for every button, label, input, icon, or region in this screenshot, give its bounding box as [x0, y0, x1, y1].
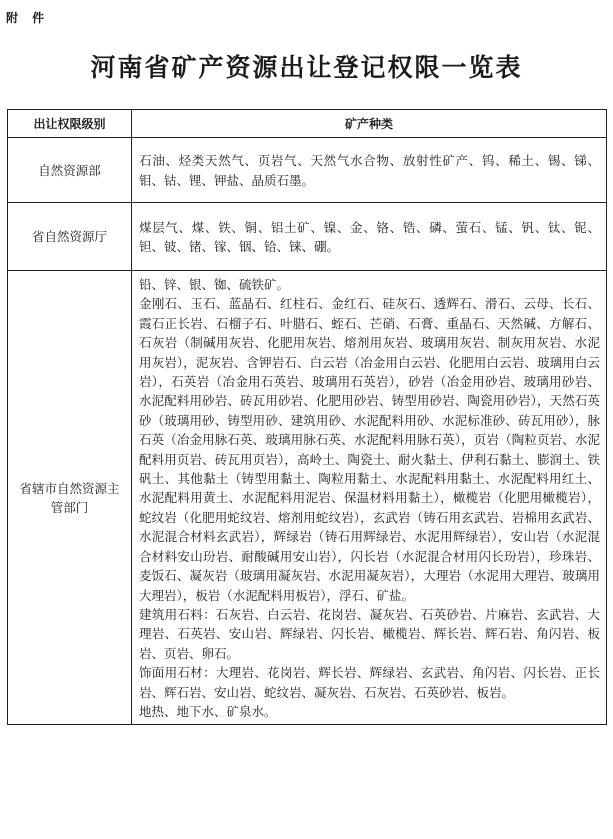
header-mineral-types: 矿产种类	[132, 110, 607, 138]
authority-level-cell: 自然资源部	[8, 138, 132, 203]
table-header-row	[8, 110, 607, 138]
header-authority-level: 出让权限级别	[8, 110, 132, 138]
table-row	[8, 271, 607, 725]
mineral-paragraph: 地热、地下水、矿泉水。	[139, 703, 277, 719]
mineral-paragraph: 煤层气、煤、铁、铜、铝土矿、镍、金、铬、锆、磷、萤石、锰、钒、钛、铌、钽、铍、锗、镓、铟、铪、铼、硼。	[139, 219, 600, 254]
document-title: 河南省矿产资源出让登记权限一览表	[90, 53, 523, 82]
mineral-paragraph: 建筑用石料：石灰岩、白云岩、花岗岩、凝灰岩、石英砂岩、片麻岩、玄武岩、大理岩、石英岩、安山岩、辉绿岩、闪长岩、橄榄岩、辉长岩、辉石岩、角闪岩、板岩、页岩、卵石。	[139, 606, 600, 661]
mineral-paragraph: 石油、烃类天然气、页岩气、天然气水合物、放射性矿产、钨、稀土、锡、锑、钼、钴、锂、钾盐、晶质石墨。	[139, 153, 600, 188]
table-row	[8, 138, 607, 203]
mineral-paragraph: 铅、锌、银、铷、硫铁矿。	[139, 277, 290, 292]
mineral-types-cell	[132, 271, 607, 725]
table-row	[8, 203, 607, 271]
authority-level-cell: 省自然资源厅	[8, 203, 132, 271]
mineral-types-cell	[132, 138, 607, 203]
attachment-label: 附 件	[6, 11, 50, 25]
mineral-types-cell	[132, 203, 607, 271]
authority-level-cell: 省辖市自然资源主管部门	[8, 271, 132, 725]
mineral-paragraph: 金刚石、玉石、蓝晶石、红柱石、金红石、硅灰石、透辉石、滑石、云母、长石、霞石正长岩、石榴子石、叶腊石、蛭石、芒硝、石膏、重晶石、天然碱、方解石、石灰岩（制碱用灰岩、化肥用灰岩、熔剂用灰岩、玻璃用灰岩、制灰用灰岩、水泥用灰岩），泥灰岩、含钾岩石、白云岩（冶金用白云岩、化肥用白云岩、玻璃用白云岩），石英岩（冶金用石英岩、玻璃用石英岩），砂岩（冶金用砂岩、玻璃用砂岩、水泥配料用砂岩、砖瓦用砂岩、化肥用砂岩、铸型用砂岩、陶瓷用砂岩），天然石英砂（玻璃用砂、铸型用砂、建筑用砂、水泥配料用砂、水泥标准砂、砖瓦用砂），脉石英（冶金用脉石英、玻璃用脉石英、水泥配料用脉石英），页岩（陶粒页岩、水泥配料用页岩、砖瓦用页岩），高岭土、陶瓷土、耐火黏土、伊利石黏土、膨润土、铁矾土、其他黏土（铸型用黏土、陶粒用黏土、水泥配料用黏土、水泥配料用红土、水泥配料用黄土、水泥配料用泥岩、保温材料用黏土），橄榄岩（化肥用橄榄岩），蛇纹岩（化肥用蛇纹岩、熔剂用蛇纹岩），玄武岩（铸石用玄武岩、岩棉用玄武岩、水泥混合材料玄武岩），辉绿岩（铸石用辉绿岩、水泥用辉绿岩），安山岩（水泥混合材料安山玢岩、耐酸碱用安山岩），闪长岩（水泥混合材用闪长玢岩），珍珠岩、麦饭石、凝灰岩（玻璃用凝灰岩、水泥用凝灰岩），大理岩（水泥用大理岩、玻璃用大理岩），板岩（水泥配料用板岩），浮石、矿盐。	[139, 296, 600, 603]
mineral-authority-table	[7, 109, 607, 725]
mineral-paragraph: 饰面用石材：大理岩、花岗岩、辉长岩、辉绿岩、玄武岩、角闪岩、闪长岩、正长岩、辉石岩、安山岩、蛇纹岩、凝灰岩、石灰岩、石英砂岩、板岩。	[139, 665, 600, 700]
